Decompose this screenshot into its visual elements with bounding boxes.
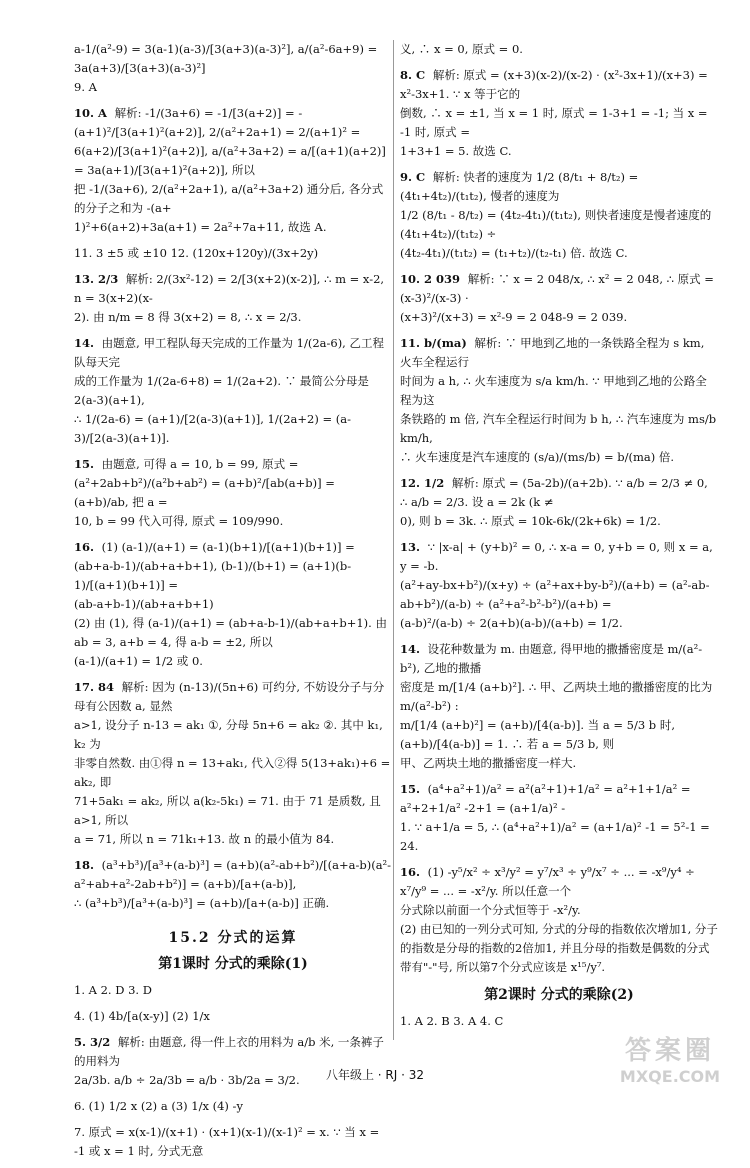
answer-r10-number: 10. 2 039	[400, 272, 461, 286]
answer-18-line: ∴ (a³+b³)/[a³+(a-b)³] = (a+b)/[a+(a-b)] 正确.	[74, 896, 330, 910]
answer-16-line: (ab-a+b-1)/(ab+a+b+1)	[74, 597, 214, 611]
answer-r12-number: 12. 1/2	[400, 476, 445, 490]
answer-15-line: 由题意, 可得 a = 10, b = 99, 原式 = (a²+2ab+b²)/(a²b+ab²) = (a+b)²/[ab(a+b)] = (a+b)/ab, 把 a =	[74, 457, 335, 509]
column-divider	[393, 40, 394, 1040]
right-column	[400, 40, 718, 1038]
answer-r16-line: (1) -y⁵/x² ÷ x³/y² = y⁷/x³ ÷ y⁹/x⁷ ÷ ... = -x⁹/y⁴ ÷ x⁷/y⁹ = ... = -x²/y. 所以任意一个	[400, 865, 695, 898]
answer-r10-line: (x+3)²/(x+3) = x²-9 = 2 048-9 = 2 039.	[400, 310, 628, 324]
answer-r15-line: 1. ∵ a+1/a = 5, ∴ (a⁴+a²+1)/a² = (a+1/a)² -1 = 5²-1 = 24.	[400, 820, 710, 853]
answer-r14-line: m/[1/4 (a+b)²] = (a+b)/[4(a-b)]. 当 a = 5/3 b 时, (a+b)/[4(a-b)] = 1. ∴ 若 a = 5/3 b, 则	[400, 718, 675, 751]
answer-r9-line: 解析: 快者的速度为 1/2 (8/t₁ + 8/t₂) = (4t₁+4t₂)/(t₁t₂), 慢者的速度为	[400, 170, 639, 203]
answer-r11	[400, 334, 718, 467]
answer-r12-line: 0), 则 b = 3k. ∴ 原式 = 10k-6k/(2k+6k) = 1/2.	[400, 514, 661, 528]
answer-r9-number: 9. C	[400, 170, 426, 184]
answer-r10	[400, 270, 718, 327]
answer-r8-line: 倒数, ∴ x = ±1, 当 x = 1 时, 原式 = 1-3+1 = -1; 当 x = -1 时, 原式 =	[400, 106, 708, 139]
lesson-1-answer-4: 4. (1) 4b/[a(x-y)] (2) 1/x	[74, 1009, 210, 1023]
answer-r9	[400, 168, 718, 263]
answer-17-line: 解析: 因为 (n-13)/(5n+6) 可约分, 不妨设分子与分母有公因数 a, 显然	[74, 680, 385, 713]
right-top-line: 义, ∴ x = 0, 原式 = 0.	[400, 42, 523, 56]
answer-r11-number: 11. b/(ma)	[400, 336, 467, 350]
answer-r14-line: 设花种数量为 m. 由题意, 得甲地的撒播密度是 m/(a²-b²), 乙地的撒播	[400, 642, 703, 675]
watermark-logo	[600, 1035, 740, 1095]
answer-13-number: 13. 2/3	[74, 272, 119, 286]
lesson-1-title: 第1课时 分式的乘除(1)	[158, 956, 308, 972]
answer-r13-number: 13.	[400, 540, 421, 554]
answer-17	[74, 678, 392, 849]
answer-16-line: (1) (a-1)/(a+1) = (a-1)(b+1)/[(a+1)(b+1)] = (ab+a-b-1)/(ab+a+b+1), (b-1)/(b+1) = (a+1)(b-1)/[(a+1)(b+1)] =	[74, 540, 355, 592]
answer-10-line: 解析: -1/(3a+6) = -1/[3(a+2)] = -(a+1)²/[3(a+1)²(a+2)], 2/(a²+2a+1) = 2/(a+1)² =	[74, 106, 361, 139]
answer-13	[74, 270, 392, 327]
answer-15	[74, 455, 392, 531]
answer-r16	[400, 863, 718, 977]
answer-14-line: 成的工作量为 1/(2a-6+8) = 1/(2a+2). ∵ 最简公分母是 2(a-3)(a+1),	[74, 374, 369, 407]
answer-r16-line: (2) 由已知的一列分式可知, 分式的分母的指数依次增加1, 分子	[400, 922, 718, 936]
page-footer: 八年级上 · RJ · 32	[325, 1068, 425, 1082]
answer-r11-line: 解析: ∵ 甲地到乙地的一条铁路全程为 s km, 火车全程运行	[400, 336, 705, 369]
answer-r11-line: ∴ 火车速度是汽车速度的 (s/a)/(ms/b) = b/(ma) 倍.	[400, 450, 675, 464]
answer-r13-line: (a-b)²/(a-b) ÷ 2(a+b)(a-b)/(a+b) = 1/2.	[400, 616, 623, 630]
watermark-line2: MXQE.COM	[619, 1067, 721, 1086]
answer-18-line: (a³+b³)/[a³+(a-b)³] = (a+b)(a²-ab+b²)/[(a+a-b)(a²-a²+ab+a²-2ab+b²)] = (a+b)/[a+(a-b)],	[74, 858, 392, 891]
answer-r8-line: 1+3+1 = 5. 故选 C.	[400, 144, 512, 158]
answer-18	[74, 856, 392, 913]
answer-r15	[400, 780, 718, 856]
lesson-1-answer-5-line: 2a/3b. a/b ÷ 2a/3b = a/b · 3b/2a = 3/2.	[74, 1073, 300, 1087]
answer-16-line: (a-1)/(a+1) = 1/2 或 0.	[74, 654, 203, 668]
answer-r11-line: 时间为 a h, ∴ 火车速度为 s/a km/h. ∵ 甲地到乙地的公路全程为这	[400, 374, 707, 407]
answer-10-line: 把 -1/(3a+6), 2/(a²+2a+1), a/(a²+3a+2) 通分后, 各分式的分子之和为 -(a+	[74, 182, 384, 215]
answer-r8-number: 8. C	[400, 68, 426, 82]
answer-17-line: 非零自然数. 由①得 n = 13+ak₁, 代入②得 5(13+ak₁)+6 = ak₂, 即	[74, 756, 391, 789]
answer-18-number: 18.	[74, 858, 95, 872]
answer-16-number: 16.	[74, 540, 95, 554]
answer-r16-line: 的指数是分母的指数的2倍加1, 并且分母的指数是偶数的分式	[400, 941, 710, 955]
answer-r13-line: ∵ |x-a| + (y+b)² = 0, ∴ x-a = 0, y+b = 0, 则 x = a, y = -b.	[400, 540, 713, 573]
answer-r11-line: 条铁路的 m 倍, 汽车全程运行时间为 b h, ∴ 汽车速度为 ms/b km/h,	[400, 412, 717, 445]
answer-r12	[400, 474, 718, 531]
answer-r16-line: 带有"-"号, 所以第7个分式应该是 x¹⁵/y⁷.	[400, 960, 606, 974]
answer-10	[74, 104, 392, 237]
answer-r16-number: 16.	[400, 865, 421, 879]
answer-r8	[400, 66, 718, 161]
answer-r15-number: 15.	[400, 782, 421, 796]
answer-r9-line: 1/2 (8/t₁ - 8/t₂) = (4t₂-4t₁)/(t₁t₂), 则快者速度是慢者速度的 (4t₁+4t₂)/(t₁t₂) ÷	[400, 208, 712, 241]
watermark-line1: 答案圈	[624, 1036, 715, 1066]
answer-17-line: 71+5ak₁ = ak₂, 所以 a(k₂-5k₁) = 71. 由于 71 是质数, 且 a>1, 所以	[74, 794, 381, 827]
answer-r14	[400, 640, 718, 773]
left-top-block	[74, 40, 392, 97]
lesson-1-answer-7: 7. 原式 = x(x-1)/(x+1) · (x+1)(x-1)/(x-1)² = x. ∵ 当 x = -1 或 x = 1 时, 分式无意	[74, 1125, 380, 1158]
answer-13-line: 解析: 2/(3x²-12) = 2/[3(x+2)(x-2)], ∴ m = x-2, n = 3(x+2)(x-	[74, 272, 385, 305]
section-title: 15.2 分式的运算	[168, 930, 298, 946]
answer-14-line: ∴ 1/(2a-6) = (a+1)/[2(a-3)(a+1)], 1/(2a+2) = (a-3)/[2(a-3)(a+1)].	[74, 412, 351, 445]
lesson-1-answer-5-line: 解析: 由题意, 得一件上衣的用料为 a/b 米, 一条裤子的用料为	[74, 1035, 384, 1068]
left-top-line: a-1/(a²-9) = 3(a-1)(a-3)/[3(a+3)(a-3)²], a/(a²-6a+9) = 3a(a+3)/[3(a+3)(a-3)²]	[74, 42, 378, 75]
answer-r14-line: 甲、乙两块土地的撒播密度一样大.	[400, 756, 577, 770]
answer-r9-line: (4t₂-4t₁)/(t₁t₂) = (t₁+t₂)/(t₂-t₁) 倍. 故选 C.	[400, 246, 628, 260]
left-answer-9: 9. A	[74, 80, 97, 94]
answer-r10-line: 解析: ∵ x = 2 048/x, ∴ x² = 2 048, ∴ 原式 = (x-3)²/(x-3) ·	[400, 272, 714, 305]
answer-r14-line: 密度是 m/[1/4 (a+b)²]. ∴ 甲、乙两块土地的撒播密度的比为 m/(a²-b²) :	[400, 680, 713, 713]
lesson-1-answers-1-3: 1. A 2. D 3. D	[74, 983, 152, 997]
answer-11-12: 11. 3 ±5 或 ±10 12. (120x+120y)/(3x+2y)	[74, 246, 319, 260]
answer-14	[74, 334, 392, 448]
lesson-1-answer-6: 6. (1) 1/2 x (2) a (3) 1/x (4) -y	[74, 1099, 243, 1113]
answer-r14-number: 14.	[400, 642, 421, 656]
answer-15-number: 15.	[74, 457, 95, 471]
answer-16-line: (2) 由 (1), 得 (a-1)/(a+1) = (ab+a-b-1)/(ab+a+b+1). 由 ab = 3, a+b = 4, 得 a-b = ±2, 所以	[74, 616, 387, 649]
lesson-2-answers: 1. A 2. B 3. A 4. C	[400, 1014, 504, 1028]
answer-17-line: a = 71, 所以 n = 71k₁+13. 故 n 的最小值为 84.	[74, 832, 335, 846]
answer-17-number: 17. 84	[74, 680, 115, 694]
answer-17-line: a>1, 设分子 n-13 = ak₁ ①, 分母 5n+6 = ak₂ ②. 其中 k₁, k₂ 为	[74, 718, 383, 751]
answer-14-line: 由题意, 甲工程队每天完成的工作量为 1/(2a-6), 乙工程队每天完	[74, 336, 384, 369]
lesson-2-title: 第2课时 分式的乘除(2)	[484, 987, 634, 1003]
answer-15-line: 10, b = 99 代入可得, 原式 = 109/990.	[74, 514, 284, 528]
answer-10-line: 1)²+6(a+2)+3a(a+1) = 2a²+7a+11, 故选 A.	[74, 220, 327, 234]
answer-r16-line: 分式除以前面一个分式恒等于 -x²/y.	[400, 903, 581, 917]
answer-r12-line: 解析: 原式 = (5a-2b)/(a+2b). ∵ a/b = 2/3 ≠ 0, ∴ a/b = 2/3. 设 a = 2k (k ≠	[400, 476, 708, 509]
answer-r15-line: (a⁴+a²+1)/a² = a²(a²+1)+1/a² = a²+1+1/a² = a²+2+1/a² -2+1 = (a+1/a)² -	[400, 782, 691, 815]
left-column	[74, 40, 392, 1168]
answer-r13	[400, 538, 718, 633]
answer-13-line: 2). 由 n/m = 8 得 3(x+2) = 8, ∴ x = 2/3.	[74, 310, 302, 324]
answer-r8-line: 解析: 原式 = (x+3)(x-2)/(x-2) · (x²-3x+1)/(x+3) = x²-3x+1. ∵ x 等于它的	[400, 68, 708, 101]
answer-14-number: 14.	[74, 336, 95, 350]
answer-10-number: 10. A	[74, 106, 107, 120]
answer-16	[74, 538, 392, 671]
lesson-1-answer-5-number: 5. 3/2	[74, 1035, 111, 1049]
answer-10-line: 6(a+2)/[3(a+1)²(a+2)], a/(a²+3a+2) = a/[(a+1)(a+2)] = 3a(a+1)/[3(a+1)²(a+2)], 所以	[74, 144, 386, 177]
answer-r13-line: (a²+ay-bx+b²)/(x+y) ÷ (a²+ax+by-b²)/(a+b) = (a²-ab-ab+b²)/(a-b) ÷ (a²+a²-b²-b²)/(a+b) =	[400, 578, 710, 611]
